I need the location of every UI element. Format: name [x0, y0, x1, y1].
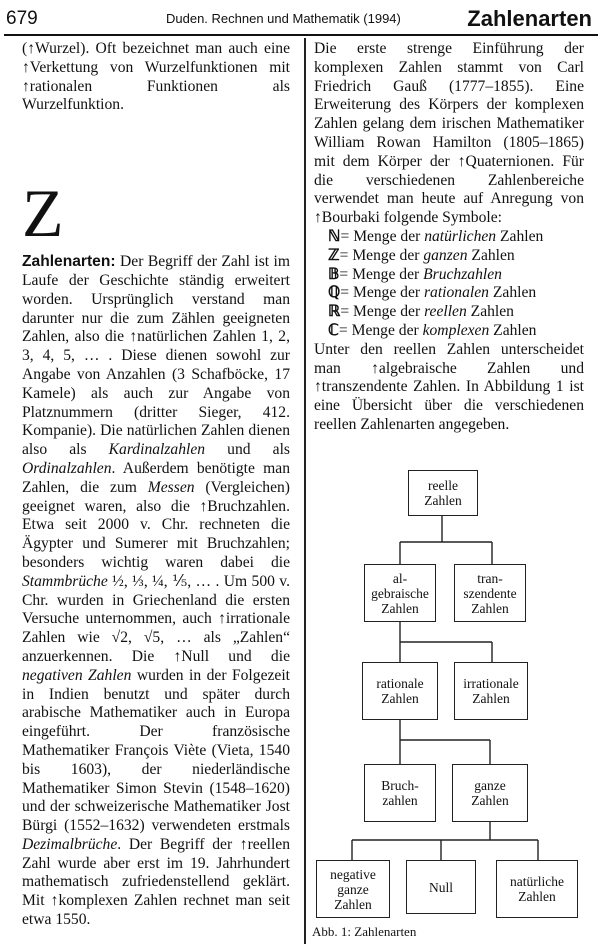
symbol-name: natürlichen	[424, 227, 497, 245]
symbol-suffix: Zahlen	[496, 227, 544, 245]
page-header	[0, 0, 600, 40]
symbol-name: ganzen	[423, 246, 468, 264]
box-rationale-zahlen: rationale Zahlen	[362, 662, 438, 720]
box-transzendente-zahlen: tran- szendente Zahlen	[454, 564, 526, 622]
header-rule	[4, 34, 598, 36]
symbol-name: komplexen	[422, 321, 490, 339]
left-column	[22, 40, 290, 930]
term-kardinalzahlen: Kardinalzahlen	[108, 441, 206, 459]
symbol-prefix: = Menge der	[340, 303, 425, 321]
symbol-suffix: Zahlen	[466, 303, 514, 321]
symbol-suffix: Zahlen	[467, 246, 515, 264]
symbol-suffix: Zahlen	[488, 284, 537, 302]
symbol: ℚ	[328, 284, 341, 302]
right-paragraph-2: Unter den reellen Zahlen unterscheidet man ↑algebraische Zahlen und ↑transzendente Zahlen. In Abbildung 1 ist eine Übersicht über die verschiedenen reellen Zahlenarten angegeben.	[314, 340, 584, 433]
symbol-item	[328, 284, 584, 303]
section-letter: Z	[22, 175, 64, 252]
box-reelle-zahlen: reelle Zahlen	[408, 470, 478, 516]
entry-text-5: ½, ⅓, ¼, ⅕, … . Um 500 v. Chr. wurden in Griechenland die ersten Versuche unternommen, auch ↑irrationale Zahlen wie √2, √5, … als „Zahlen“ anzuerkennen. Die ↑Null und die	[22, 572, 290, 665]
term-negative-zahlen: negativen Zahlen	[22, 666, 132, 684]
entry-term: Zahlenarten:	[22, 253, 116, 271]
symbol-name: reellen	[424, 303, 467, 321]
symbol-item	[328, 303, 584, 322]
source-reference: Duden. Rechnen und Mathematik (1994)	[166, 11, 401, 26]
symbol-name: Bruchzahlen	[423, 265, 502, 283]
symbol-prefix: = Menge der	[339, 246, 424, 264]
symbol-suffix: Zahlen	[489, 321, 537, 339]
term-dezimalbrueche: Dezimalbrüche	[22, 835, 118, 853]
symbol-item	[328, 322, 584, 341]
figure-caption: Abb. 1: Zahlenarten	[312, 924, 417, 939]
symbol-prefix: = Menge der	[338, 321, 423, 339]
box-null: Null	[406, 860, 476, 914]
entry-text-7: . Der Begriff der ↑reellen Zahl wurde aber erst im 19. Jahrhundert mathematisch zufriedenstellend geklärt. Mit ↑komplexen Zahlen rechnet man seit etwa 1550.	[22, 835, 290, 929]
running-title: Zahlenarten	[467, 6, 592, 31]
symbol: ℝ	[328, 303, 341, 321]
term-messen: Messen	[147, 478, 195, 496]
column-divider	[304, 38, 306, 944]
box-negative-ganze-zahlen: negative ganze Zahlen	[316, 860, 390, 918]
term-stammbrueche: Stammbrüche	[22, 572, 108, 590]
box-natuerliche-zahlen: natürliche Zahlen	[496, 860, 578, 918]
symbol-prefix: = Menge der	[340, 284, 424, 302]
box-bruchzahlen: Bruch- zahlen	[364, 764, 436, 822]
entry-text-3: . Außerdem benötigte man Zahlen, die zum	[22, 459, 290, 496]
symbol: ℕ	[328, 227, 341, 245]
entry-text-1: Der Begriff der Zahl ist im Laufe der Geschichte ständig erweitert worden. Ursprünglich verstand man darunter nur die zum Zählen geeigneten Zahlen, also die ↑natürlichen Zahlen 1, 2, 3, 4, 5, … . Diese dienen sowohl zur Angabe von Anzahlen (3 Schafböcke, 17 Kamele) als auch zur Angabe von Platznummern (dritter Sieger, 412. Kompanie). Die natürlichen Zahlen dienen also als	[22, 253, 290, 459]
right-paragraph-1: Die erste strenge Einführung der komplexen Zahlen stammt von Carl Friedrich Gauß (1777–1855). Eine Erweiterung des Körpers der komplexen Zahlen gelang dem irischen Mathematiker William Rowan Hamilton (1805–1865) mit dem Körper der ↑Quaternionen. Für die verschiedenen Zahlenbereiche verwendet man heute auf Anregung von ↑Bourbaki folgende Symbole:	[314, 40, 584, 227]
symbol-prefix: = Menge der	[339, 265, 424, 283]
entry-text-2: und als	[205, 441, 290, 459]
box-irrationale-zahlen: irrationale Zahlen	[454, 662, 528, 720]
entry-paragraph	[22, 253, 290, 930]
symbol-item	[328, 266, 584, 285]
box-ganze-zahlen: ganze Zahlen	[452, 764, 528, 822]
box-algebraische-zahlen: al- gebraische Zahlen	[364, 564, 436, 622]
symbol-name: rationalen	[423, 284, 489, 302]
symbol-list	[328, 228, 584, 341]
symbol-prefix: = Menge der	[340, 227, 425, 245]
number-types-diagram	[312, 462, 594, 942]
entry-text-6: wurden in der Folgezeit in Indien benutzt und später durch arabische Mathematiker auch in Europa eingeführt. Der französische Mathematiker François Viète (Vieta, 1540 bis 1603), der niederländische Mathematiker Simon Stevin (1548–1620) und der schweizerische Mathematiker Jost Bürgi (1552–1632) verwendeten erstmals	[22, 666, 290, 835]
right-column	[314, 40, 584, 435]
symbol: 𝔹	[328, 265, 340, 283]
symbol-item	[328, 247, 584, 266]
symbol-item	[328, 228, 584, 247]
page-number: 679	[6, 8, 38, 29]
symbol: ℂ	[328, 321, 339, 339]
symbol: ℤ	[328, 246, 340, 264]
intro-paragraph: (↑Wurzel). Oft bezeichnet man auch eine ↑Verkettung von Wurzelfunktionen mit ↑rationalen Funktionen als Wurzelfunktion.	[22, 40, 290, 114]
entry-text-4: (Vergleichen) geeignet waren, also die ↑Bruchzahlen. Etwa seit 2000 v. Chr. rechneten die Ägypter und Sumerer mit Bruchzahlen; besonders wichtig waren dabei die	[22, 478, 291, 571]
term-ordinalzahlen: Ordinalzahlen	[22, 459, 112, 477]
